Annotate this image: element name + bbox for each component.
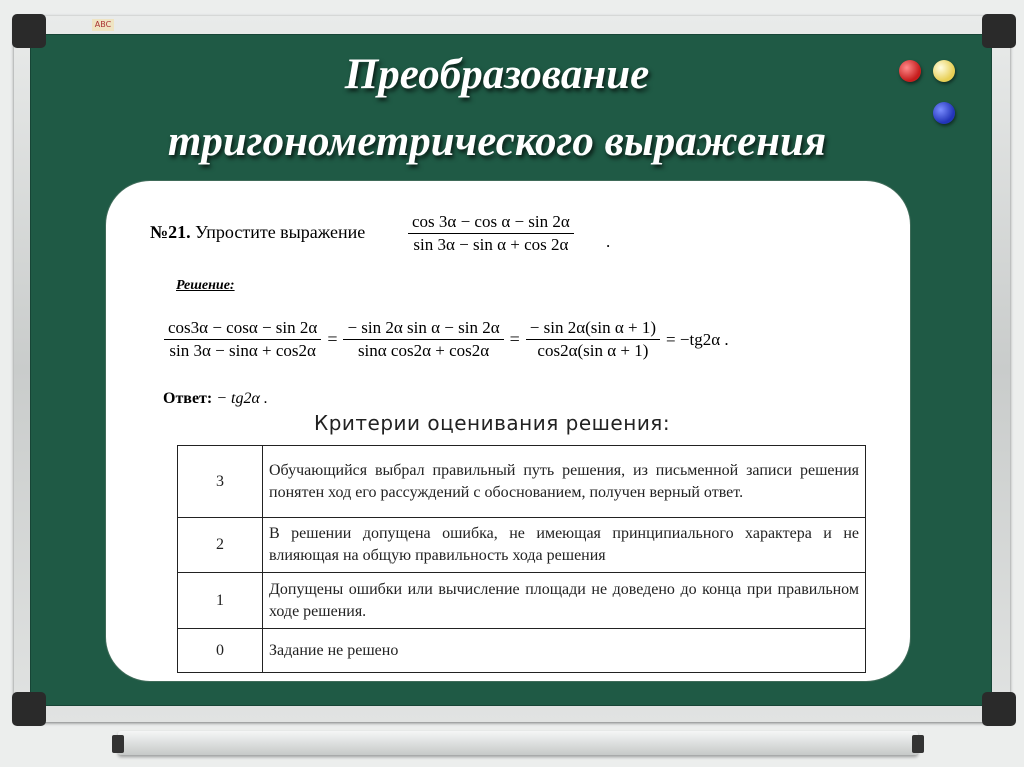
solution-equation (164, 317, 729, 362)
solution-f3-denominator: cos2α(sin α + 1) (537, 341, 649, 360)
slide-title-line2: тригонометрического выражения (167, 118, 827, 165)
table-row (178, 629, 866, 673)
chalk-tray (118, 731, 918, 755)
score-cell: 1 (178, 573, 263, 629)
table-row (178, 518, 866, 573)
solution-f1-denominator: sin 3α − sinα + cos2α (169, 341, 316, 360)
equals-sign: = (509, 329, 520, 349)
frame-corner (12, 14, 46, 48)
criteria-text-cell: Допущены ошибки или вычисление площади не доведено до конца при правильном ходе решения. (263, 573, 866, 629)
answer-value: − tg2α . (216, 390, 268, 407)
task-fraction (408, 211, 574, 256)
solution-fraction-3 (526, 317, 660, 362)
score-cell: 3 (178, 446, 263, 518)
task-statement (150, 222, 365, 243)
criteria-table (177, 445, 866, 673)
task-text: Упростите выражение (195, 222, 366, 242)
solution-fraction-1 (164, 317, 321, 362)
task-number: №21. (150, 222, 191, 242)
criteria-text-cell: Задание не решено (263, 629, 866, 673)
solution-fraction-2 (343, 317, 503, 362)
solution-f1-numerator: cos3α − cosα − sin 2α (164, 317, 321, 340)
answer-line (163, 390, 268, 408)
answer-label: Ответ: (163, 390, 213, 407)
tray-cap (912, 735, 924, 753)
equals-sign: = (327, 329, 338, 349)
tray-cap (112, 735, 124, 753)
task-fraction-denominator: sin 3α − sin α + cos 2α (413, 235, 569, 254)
task-period: . (606, 232, 611, 251)
criteria-text-cell: В решении допущена ошибка, не имеющая принципиального характера и не влияющая на общую правильность хода решения (263, 518, 866, 573)
solution-f2-numerator: − sin 2α sin α − sin 2α (343, 317, 503, 340)
score-cell: 2 (178, 518, 263, 573)
score-cell: 0 (178, 629, 263, 673)
frame-sticker: ABC (92, 19, 114, 31)
frame-corner (982, 692, 1016, 726)
solution-f3-numerator: − sin 2α(sin α + 1) (526, 317, 660, 340)
solution-f2-denominator: sinα cos2α + cos2α (357, 341, 490, 360)
table-row (178, 446, 866, 518)
solution-result: = −tg2α . (666, 329, 729, 349)
criteria-title: Критерии оценивания решения: (314, 411, 671, 435)
slide-title-line1: Преобразование (344, 51, 650, 98)
task-fraction-numerator: cos 3α − cos α − sin 2α (408, 211, 574, 234)
frame-corner (12, 692, 46, 726)
criteria-text-cell: Обучающийся выбрал правильный путь решения, из письменной записи решения понятен ход его рассуждений с обоснованием, получен верный ответ. (263, 446, 866, 518)
frame-corner (982, 14, 1016, 48)
table-row (178, 573, 866, 629)
solution-label: Решение: (176, 278, 235, 293)
